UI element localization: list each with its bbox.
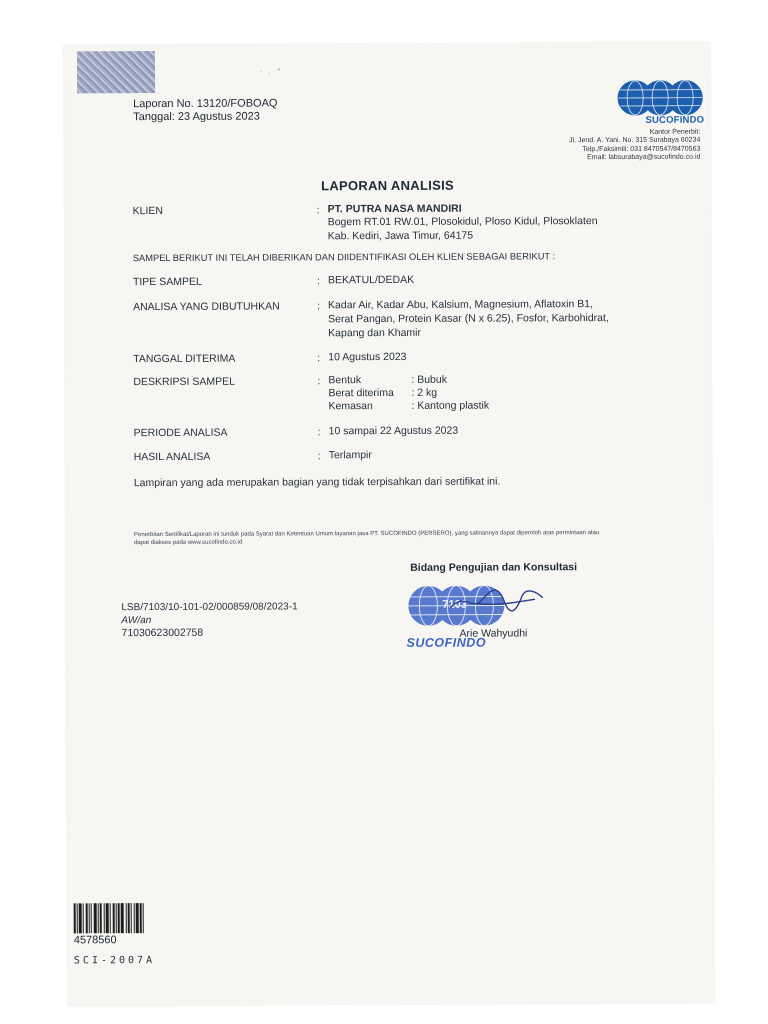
sample-type-colon: : bbox=[316, 275, 320, 288]
date-received-value: 10 Agustus 2023 bbox=[328, 350, 407, 364]
reference-line1: LSB/7103/10-101-02/000859/08/2023-1 bbox=[121, 601, 298, 614]
period-label: PERIODE ANALISA bbox=[133, 426, 228, 440]
period-colon: : bbox=[317, 426, 321, 439]
hologram-sticker bbox=[77, 51, 155, 93]
analysis-colon: : bbox=[317, 300, 320, 313]
barcode bbox=[74, 903, 162, 933]
sucofindo-globe-icon bbox=[616, 79, 704, 117]
result-colon: : bbox=[317, 450, 321, 463]
sample-type-label: TIPE SAMPEL bbox=[132, 275, 202, 289]
issuer-address-block bbox=[444, 129, 700, 163]
result-value: Terlampir bbox=[328, 449, 372, 462]
document-title: LAPORAN ANALISIS bbox=[321, 177, 454, 194]
form-code: SCI-2007A bbox=[73, 955, 156, 967]
description-label: DESKRIPSI SAMPEL bbox=[133, 375, 235, 389]
terms-fine-print bbox=[134, 529, 694, 547]
description-value-packaging: : Kantong plastik bbox=[411, 399, 490, 412]
description-colon: : bbox=[317, 375, 321, 388]
period-value: 10 sampai 22 Agustus 2023 bbox=[328, 424, 459, 438]
signer-name: Arie Wahyudhi bbox=[459, 627, 528, 640]
result-label: HASIL ANALISA bbox=[133, 450, 211, 464]
date-received-colon: : bbox=[317, 352, 321, 365]
sample-type-value: BEKATUL/DEDAK bbox=[327, 273, 415, 287]
issuer-office-label: Kantor Penerbit: bbox=[649, 128, 701, 136]
client-label: KLIEN bbox=[132, 204, 164, 218]
handwritten-signature bbox=[446, 581, 546, 621]
client-address-line2: Kab. Kediri, Jawa Timur, 64175 bbox=[327, 229, 474, 243]
report-date: Tanggal: 23 Agustus 2023 bbox=[133, 110, 260, 124]
punch-marks: · , " bbox=[260, 68, 281, 76]
stamp-code: 7103 bbox=[442, 598, 467, 611]
barcode-number: 4578560 bbox=[73, 934, 117, 947]
terms-line1: Penerbitan Sertifikat/Laporan ini tunduk pada Syarat dan Ketentuan Umum layanan jasa PT. SUCOFINDO (PERSERO), yang salinannya dapat diperoleh atas permintaan atau bbox=[134, 530, 600, 539]
stamp-brand: SUCOFINDO bbox=[406, 635, 487, 650]
client-address-line1: Bogem RT.01 RW.01, Plosokidul, Ploso Kidul, Plosoklaten bbox=[327, 215, 598, 229]
terms-line2: dapat diakses pada www.sucofindo.co.id bbox=[134, 539, 243, 547]
issuer-phone: Telp./Faksimili: 031 8470547/8470563 bbox=[582, 145, 701, 153]
reference-line3: 71030623002758 bbox=[121, 626, 204, 640]
department-name: Bidang Pengujian dan Konsultasi bbox=[410, 561, 578, 574]
description-value-form: : Bubuk bbox=[411, 373, 448, 386]
client-name: PT. PUTRA NASA MANDIRI bbox=[327, 202, 462, 216]
description-key-packaging: Kemasan bbox=[328, 400, 373, 413]
description-key-weight: Berat diterima bbox=[328, 386, 394, 400]
sample-intro: SAMPEL BERIKUT INI TELAH DIBERIKAN DAN DIIDENTIFIKASI OLEH KLIEN SEBAGAI BERIKUT : bbox=[132, 251, 556, 264]
analysis-label: ANALISA YANG DIBUTUHKAN bbox=[133, 300, 280, 314]
description-value-weight: : 2 kg bbox=[411, 386, 438, 399]
description-key-form: Bentuk bbox=[328, 374, 362, 387]
issuer-address: Jl. Jend. A. Yani. No. 315 Surabaya 60234 bbox=[569, 136, 701, 145]
issuer-brand: SUCOFINDO bbox=[645, 114, 705, 126]
document-page bbox=[64, 43, 714, 1006]
report-number: Laporan No. 13120/FOBOAQ bbox=[133, 97, 278, 111]
issuer-email: Email: labsurabaya@sucofindo.co.id bbox=[587, 153, 701, 162]
analysis-line2: Serat Pangan, Protein Kasar (N x 6.25), Fosfor, Karbohidrat, bbox=[328, 312, 609, 326]
reference-line2: AW/an bbox=[121, 615, 152, 627]
analysis-line1: Kadar Air, Kadar Abu, Kalsium, Magnesium, Aflatoxin B1, bbox=[328, 298, 594, 312]
attachment-note: Lampiran yang ada merupakan bagian yang tidak terpisahkan dari sertifikat ini. bbox=[133, 475, 501, 490]
issuer-block bbox=[584, 79, 704, 127]
client-colon: : bbox=[316, 204, 320, 217]
date-received-label: TANGGAL DITERIMA bbox=[133, 352, 236, 366]
analysis-line3: Kapang dan Khamir bbox=[328, 326, 422, 340]
